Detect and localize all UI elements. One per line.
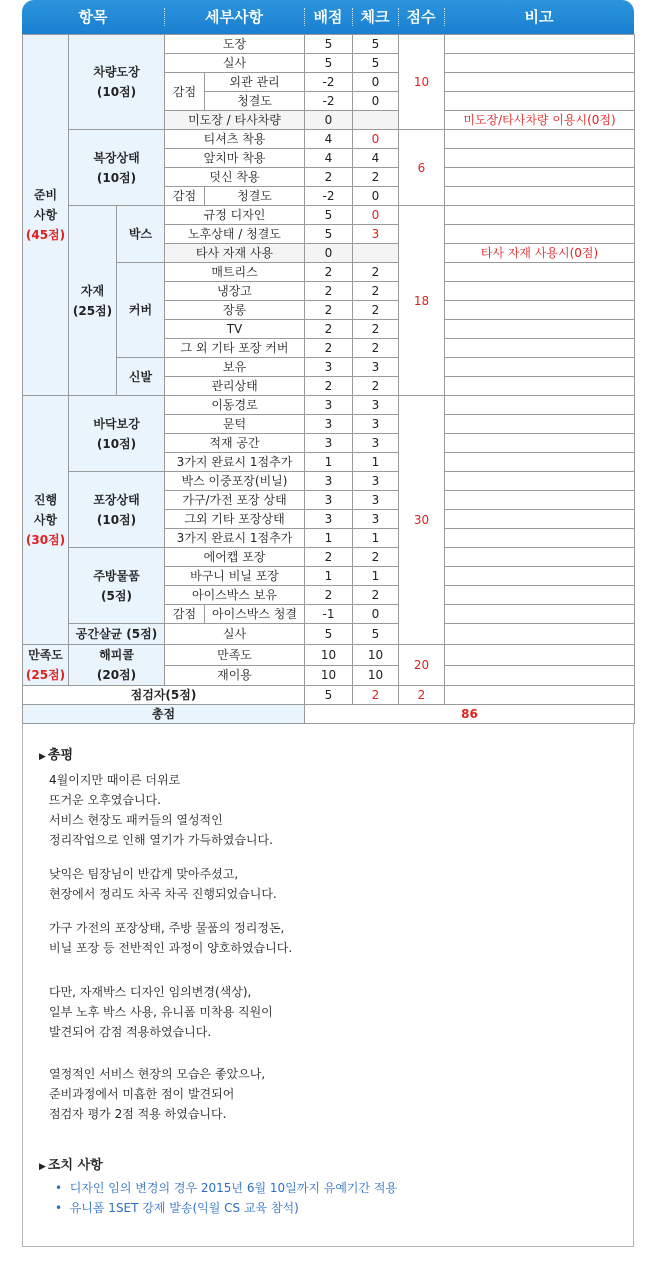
row-note — [445, 529, 635, 548]
group-happy — [69, 645, 165, 686]
table-header — [22, 0, 634, 34]
row-score: -2 — [305, 187, 353, 206]
row-score: 5 — [305, 54, 353, 73]
row-score: 1 — [305, 529, 353, 548]
row-score: 3 — [305, 472, 353, 491]
review-line: 4월이지만 때이른 더위로 — [49, 773, 181, 787]
row-check: 3 — [353, 510, 399, 529]
row-check: 2 — [353, 168, 399, 187]
row-check: 2 — [353, 339, 399, 358]
row-item: 문턱 — [165, 415, 305, 434]
row-note: 미도장/타사차량 이용시(0점) — [445, 111, 635, 130]
row-item: 매트리스 — [165, 263, 305, 282]
review-line: 일부 노후 박스 사용, 유니폼 미착용 직원이 — [49, 1005, 273, 1019]
row-item: 3가지 완료시 1점추가 — [165, 529, 305, 548]
review-heading — [39, 744, 73, 763]
row-item: 그 외 기타 포장 커버 — [165, 339, 305, 358]
group-box: 박스 — [117, 206, 165, 263]
row-item: 가구/가전 포장 상태 — [165, 491, 305, 510]
group-score: 18 — [399, 206, 445, 396]
row-note — [445, 187, 635, 206]
table-row — [23, 645, 635, 666]
row-check: 0 — [353, 206, 399, 225]
row-score: 5 — [305, 624, 353, 645]
group-score: 2 — [399, 686, 445, 705]
row-score: 5 — [305, 206, 353, 225]
row-check — [353, 244, 399, 263]
row-score: 3 — [305, 491, 353, 510]
table-row — [23, 472, 635, 491]
row-item: 만족도 — [165, 645, 305, 666]
group-inspector: 점검자(5점) — [23, 686, 305, 705]
row-item: 노후상태 / 청결도 — [165, 225, 305, 244]
row-check: 1 — [353, 567, 399, 586]
action-item: • 유니폼 1SET 강제 발송(익월 CS 교육 참석) — [55, 1201, 299, 1215]
section-points: (30점) — [25, 533, 66, 547]
row-note — [445, 605, 635, 624]
total-value: 86 — [305, 705, 635, 724]
review-line: 정리작업으로 인해 열기가 가득하였습니다. — [49, 833, 273, 847]
row-note — [445, 130, 635, 149]
row-item: 3가지 완료시 1점추가 — [165, 453, 305, 472]
row-check: 2 — [353, 686, 399, 705]
row-item: 덧신 착용 — [165, 168, 305, 187]
row-score: 4 — [305, 130, 353, 149]
row-score: 10 — [305, 645, 353, 666]
review-line: 준비과정에서 미흡한 점이 발견되어 — [49, 1087, 235, 1101]
row-check: 1 — [353, 453, 399, 472]
group-steril: 공간살균 (5점) — [69, 624, 165, 645]
review-line: 현장에서 정리도 차곡 차곡 진행되었습니다. — [49, 887, 277, 901]
section-prog — [23, 396, 69, 645]
row-item: 도장 — [165, 35, 305, 54]
row-note — [445, 645, 635, 666]
evaluation-sheet — [22, 0, 634, 1247]
row-note — [445, 92, 635, 111]
group-points: (20점) — [96, 668, 137, 682]
review-line: 열정적인 서비스 현장의 모습은 좋았으나, — [49, 1067, 266, 1081]
row-item: 아이스박스 보유 — [165, 586, 305, 605]
review-title: 총평 — [47, 748, 74, 763]
row-note — [445, 168, 635, 187]
row-item: 청결도 — [205, 187, 305, 206]
row-item: 재이용 — [165, 665, 305, 686]
row-score: -2 — [305, 92, 353, 111]
table-row — [23, 686, 635, 705]
actions-title: 조치 사항 — [47, 1158, 103, 1173]
review-box — [22, 724, 634, 1247]
section-name: 진행 — [33, 493, 58, 507]
row-note: 타사 자재 사용시(0점) — [445, 244, 635, 263]
triangle-bullet-icon: ▶ — [39, 1162, 46, 1172]
row-score: 3 — [305, 358, 353, 377]
table-row — [23, 206, 635, 225]
review-line: 가구 가전의 포장상태, 주방 물품의 정리정돈, — [49, 921, 285, 935]
section-name: 사항 — [33, 513, 58, 527]
row-score: 2 — [305, 263, 353, 282]
row-check: 3 — [353, 434, 399, 453]
review-line: 점검자 평가 2점 적용 하였습니다. — [49, 1107, 227, 1121]
deduct-label: 감점 — [165, 187, 205, 206]
row-note — [445, 415, 635, 434]
row-check: 0 — [353, 605, 399, 624]
header-note: 비고 — [524, 8, 554, 26]
group-points: (10점) — [96, 436, 137, 451]
row-check: 10 — [353, 645, 399, 666]
row-note — [445, 301, 635, 320]
row-score: 2 — [305, 282, 353, 301]
row-score: 0 — [305, 111, 353, 130]
row-check: 2 — [353, 586, 399, 605]
row-note — [445, 434, 635, 453]
table-row — [23, 548, 635, 567]
row-item: 적재 공간 — [165, 434, 305, 453]
row-item: 바구니 비닐 포장 — [165, 567, 305, 586]
row-item: 관리상태 — [165, 377, 305, 396]
section-name: 준비 — [33, 188, 58, 202]
header-item: 항목 — [78, 8, 108, 26]
row-note — [445, 377, 635, 396]
row-note — [445, 225, 635, 244]
row-note — [445, 453, 635, 472]
row-score: 3 — [305, 434, 353, 453]
row-check: 5 — [353, 35, 399, 54]
table-row — [23, 35, 635, 54]
row-note — [445, 396, 635, 415]
row-check: 0 — [353, 73, 399, 92]
actions-heading — [39, 1154, 103, 1173]
row-item: 박스 이중포장(비닐) — [165, 472, 305, 491]
row-score: 2 — [305, 548, 353, 567]
row-note — [445, 586, 635, 605]
section-sat — [23, 645, 69, 686]
row-note — [445, 472, 635, 491]
row-item: 외관 관리 — [205, 73, 305, 92]
group-name: 자재 — [80, 283, 105, 298]
group-kitchen — [69, 548, 165, 624]
total-row — [23, 705, 635, 724]
row-check: 2 — [353, 263, 399, 282]
deduct-label: 감점 — [165, 605, 205, 624]
row-score: 2 — [305, 168, 353, 187]
row-item: 냉장고 — [165, 282, 305, 301]
row-item: 앞치마 착용 — [165, 149, 305, 168]
section-name: 만족도 — [28, 648, 63, 662]
row-check: 3 — [353, 472, 399, 491]
row-note — [445, 54, 635, 73]
row-check: 3 — [353, 415, 399, 434]
row-score: 1 — [305, 453, 353, 472]
group-score: 30 — [399, 396, 445, 645]
action-item: • 디자인 임의 변경의 경우 2015년 6월 10일까지 유예기간 적용 — [55, 1181, 398, 1195]
group-name: 주방물품 — [93, 568, 140, 583]
group-points: (25점) — [72, 303, 113, 318]
review-line: 서비스 현장도 패커들의 열성적인 — [49, 813, 223, 827]
score-table — [22, 34, 635, 724]
row-item: 아이스박스 청결 — [205, 605, 305, 624]
group-material — [69, 206, 117, 396]
triangle-bullet-icon: ▶ — [39, 752, 46, 762]
row-note — [445, 510, 635, 529]
row-note — [445, 206, 635, 225]
row-note — [445, 282, 635, 301]
group-shoe: 신발 — [117, 358, 165, 396]
header-detail: 세부사항 — [205, 8, 263, 26]
row-score: 4 — [305, 149, 353, 168]
deduct-label: 감점 — [165, 73, 205, 111]
group-name: 해피콜 — [99, 648, 134, 662]
row-item: 타사 자재 사용 — [165, 244, 305, 263]
row-check: 10 — [353, 665, 399, 686]
review-paragraph — [49, 918, 292, 958]
group-score: 20 — [399, 645, 445, 686]
row-score: 2 — [305, 339, 353, 358]
row-check — [353, 111, 399, 130]
group-points: (5점) — [101, 588, 132, 603]
row-check: 5 — [353, 54, 399, 73]
row-note — [445, 624, 635, 645]
row-score: 1 — [305, 567, 353, 586]
review-paragraph — [49, 1064, 265, 1124]
row-item: 실사 — [165, 624, 305, 645]
row-score: 5 — [305, 686, 353, 705]
group-pack — [69, 472, 165, 548]
group-vehicle — [69, 35, 165, 130]
row-check: 0 — [353, 187, 399, 206]
row-score: 0 — [305, 244, 353, 263]
row-note — [445, 491, 635, 510]
row-check: 3 — [353, 491, 399, 510]
row-check: 2 — [353, 301, 399, 320]
group-name: 포장상태 — [93, 492, 140, 507]
group-name: 바닥보강 — [93, 416, 140, 431]
row-score: 3 — [305, 396, 353, 415]
row-note — [445, 263, 635, 282]
row-item: 규정 디자인 — [165, 206, 305, 225]
row-note — [445, 665, 635, 686]
row-note — [445, 35, 635, 54]
row-item: 장롱 — [165, 301, 305, 320]
row-item: 청결도 — [205, 92, 305, 111]
row-check: 5 — [353, 624, 399, 645]
row-score: 10 — [305, 665, 353, 686]
row-check: 1 — [353, 529, 399, 548]
row-check: 2 — [353, 377, 399, 396]
total-label: 총점 — [23, 705, 305, 724]
row-check: 0 — [353, 130, 399, 149]
group-attire — [69, 130, 165, 206]
row-item: 티셔츠 착용 — [165, 130, 305, 149]
review-line: 뜨거운 오후였습니다. — [49, 793, 161, 807]
row-score: 2 — [305, 320, 353, 339]
group-score: 10 — [399, 35, 445, 130]
row-score: 2 — [305, 377, 353, 396]
group-name: 차량도장 — [93, 65, 140, 79]
row-check: 2 — [353, 282, 399, 301]
row-score: 3 — [305, 510, 353, 529]
row-check: 3 — [353, 396, 399, 415]
row-item: 이동경로 — [165, 396, 305, 415]
section-points: (45점) — [25, 228, 66, 242]
row-note — [445, 548, 635, 567]
header-points: 점수 — [406, 8, 436, 26]
row-check: 0 — [353, 92, 399, 111]
row-score: -1 — [305, 605, 353, 624]
row-note — [445, 567, 635, 586]
row-item: 보유 — [165, 358, 305, 377]
review-line: 낮익은 팀장님이 반갑게 맞아주셨고, — [49, 867, 239, 881]
table-row — [23, 396, 635, 415]
action-text: 디자인 임의 변경의 경우 2015년 6월 10일까지 유예기간 적용 — [69, 1181, 398, 1195]
review-line: 다만, 자재박스 디자인 임의변경(색상), — [49, 985, 252, 999]
group-points: (10점) — [96, 170, 137, 185]
header-check: 체크 — [360, 8, 390, 26]
review-paragraph — [49, 982, 273, 1042]
row-item: 실사 — [165, 54, 305, 73]
row-check: 3 — [353, 225, 399, 244]
review-line: 비닐 포장 등 전반적인 과정이 양호하였습니다. — [49, 941, 293, 955]
group-points: (10점) — [96, 85, 137, 99]
row-item: 에어캡 포장 — [165, 548, 305, 567]
row-note — [445, 73, 635, 92]
header-score: 배점 — [313, 8, 343, 26]
row-note — [445, 686, 635, 705]
review-line: 발견되어 감점 적용하였습니다. — [49, 1025, 212, 1039]
group-floor — [69, 396, 165, 472]
row-item: TV — [165, 320, 305, 339]
row-note — [445, 149, 635, 168]
row-item: 미도장 / 타사차량 — [165, 111, 305, 130]
row-check: 4 — [353, 149, 399, 168]
group-points: (10점) — [96, 512, 137, 527]
row-score: 5 — [305, 225, 353, 244]
table-row — [23, 130, 635, 149]
row-note — [445, 358, 635, 377]
group-cover: 커버 — [117, 263, 165, 358]
group-name: 복장상태 — [93, 150, 140, 165]
row-check: 3 — [353, 358, 399, 377]
review-paragraph — [49, 864, 277, 904]
row-note — [445, 320, 635, 339]
group-score: 6 — [399, 130, 445, 206]
row-check: 2 — [353, 320, 399, 339]
row-score: 2 — [305, 586, 353, 605]
section-prep — [23, 35, 69, 396]
section-name: 사항 — [33, 208, 58, 222]
row-note — [445, 339, 635, 358]
row-score: 5 — [305, 35, 353, 54]
review-paragraph — [49, 770, 273, 850]
row-check: 2 — [353, 548, 399, 567]
table-row — [23, 624, 635, 645]
row-item: 그외 기타 포장상태 — [165, 510, 305, 529]
action-text: 유니폼 1SET 강제 발송(익월 CS 교육 참석) — [69, 1201, 299, 1215]
row-score: 3 — [305, 415, 353, 434]
row-score: -2 — [305, 73, 353, 92]
section-points: (25점) — [25, 668, 66, 682]
row-score: 2 — [305, 301, 353, 320]
